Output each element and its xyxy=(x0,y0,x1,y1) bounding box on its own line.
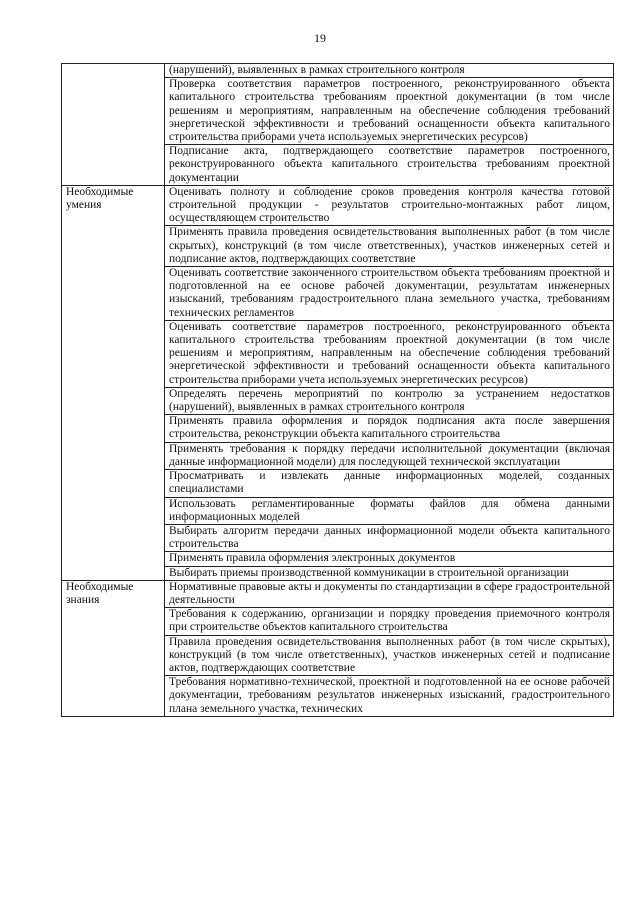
table-cell xyxy=(165,387,614,414)
table-cell xyxy=(165,320,614,387)
table-cell xyxy=(165,145,614,186)
cell-text: Оценивать полноту и соблюдение сроков проведения контроля качества готовой строительной продукции - результатов строительно-монтажных работ лицом, осуществляющем строительство xyxy=(169,185,610,225)
cell-text: Применять правила проведения освидетельствования выполненных работ (в том числе скрытых), конструкций (в том числе ответственных), участков инженерных сетей и подписание актов, подтверждающих соответствие xyxy=(169,226,610,265)
cell-text: Определять перечень мероприятий по контролю за устранением недостатков (нарушений), выявленных в рамках строительного контроля xyxy=(169,387,610,414)
cell-text: Использовать регламентированные форматы файлов для обмена данными информационных моделей xyxy=(169,497,610,523)
table-cell xyxy=(165,524,614,551)
cell-text: Применять правила оформления электронных документов xyxy=(169,552,456,565)
cell-text: Применять требования к порядку передачи исполнительной документации (включая данные информационной модели) для последующей технической эксплуатации xyxy=(169,442,610,468)
competency-table xyxy=(61,63,614,717)
table-row xyxy=(62,64,614,78)
table-cell xyxy=(165,635,614,676)
cell-text: Проверка соответствия параметров построенного, реконструированного объекта капитального строительства требованиям проектной документации (в том числе решениям и мероприятиям, направленным на обеспечение соблюдения требований энергетической эффективности и требований оснащенности объекта капитального строительства приборами учета используемых энергетических ресурсов) xyxy=(169,78,610,144)
table-row xyxy=(62,185,614,226)
page-number: 19 xyxy=(314,31,326,45)
section-label-knowledge: Необходимые знания xyxy=(62,580,165,716)
cell-text: Применять правила оформления и порядок подписания акта после завершения строительства, реконструкции объекта капитального строительства xyxy=(169,415,610,441)
cell-text: Правила проведения освидетельствования выполненных работ (в том числе скрытых), конструкций (в том числе ответственных), участков инженерных сетей и подписание актов, подтверждающих соответствие xyxy=(169,635,610,674)
table-cell xyxy=(165,608,614,635)
table-cell xyxy=(165,267,614,321)
table-cell xyxy=(165,185,614,226)
cell-text: Требования нормативно-технической, проектной и подготовленной на ее основе рабочей документации, требованиям результатов инженерных изысканий, градостроительного плана земельного участка, технических xyxy=(169,676,610,715)
cell-text: Требования к содержанию, организации и порядку проведения приемочного контроля при строительстве объектов капитального строительства xyxy=(169,608,610,634)
cell-text: Выбирать приемы производственной коммуникации в строительной организации xyxy=(169,566,569,579)
section-label-continuation xyxy=(62,64,165,186)
cell-text: (нарушений), выявленных в рамках строительного контроля xyxy=(169,64,465,76)
table-cell xyxy=(165,676,614,717)
table-cell xyxy=(165,442,614,469)
table-cell xyxy=(165,78,614,145)
table-row xyxy=(62,580,614,607)
cell-text: Оценивать соответствие параметров построенного, реконструированного объекта капитального строительства требованиям проектной документации (в том числе решениям и мероприятиям, направленным на обеспечение соблюдения требований энергетической эффективности и требований оснащенности объекта капитального строительства приборами учета используемых энергетических ресурсов) xyxy=(169,320,610,386)
table-cell xyxy=(165,415,614,442)
table-cell xyxy=(165,226,614,267)
cell-text: Просматривать и извлекать данные информационных моделей, созданных специалистами xyxy=(169,470,610,496)
table-cell xyxy=(165,580,614,607)
cell-text: Выбирать алгоритм передачи данных информационной модели объекта капитального строительства xyxy=(169,524,610,551)
section-label-skills: Необходимые умения xyxy=(62,185,165,580)
table-cell xyxy=(165,64,614,78)
cell-text: Оценивать соответствие законченного строительством объекта требованиям проектной и подготовленной на ее основе рабочей документации, результатам инженерных изысканий, требованиям градостроительного плана земельного участка, требованиям технических регламентов xyxy=(169,267,610,319)
table-cell xyxy=(165,566,614,580)
table-cell xyxy=(165,552,614,566)
cell-text: Подписание акта, подтверждающего соответствие параметров построенного, реконструированного объекта капитального строительства требованиям проектной документации xyxy=(169,145,610,184)
table-cell xyxy=(165,497,614,524)
table-cell xyxy=(165,470,614,497)
cell-text: Нормативные правовые акты и документы по стандартизации в сфере градостроительной деятельности xyxy=(169,580,610,606)
